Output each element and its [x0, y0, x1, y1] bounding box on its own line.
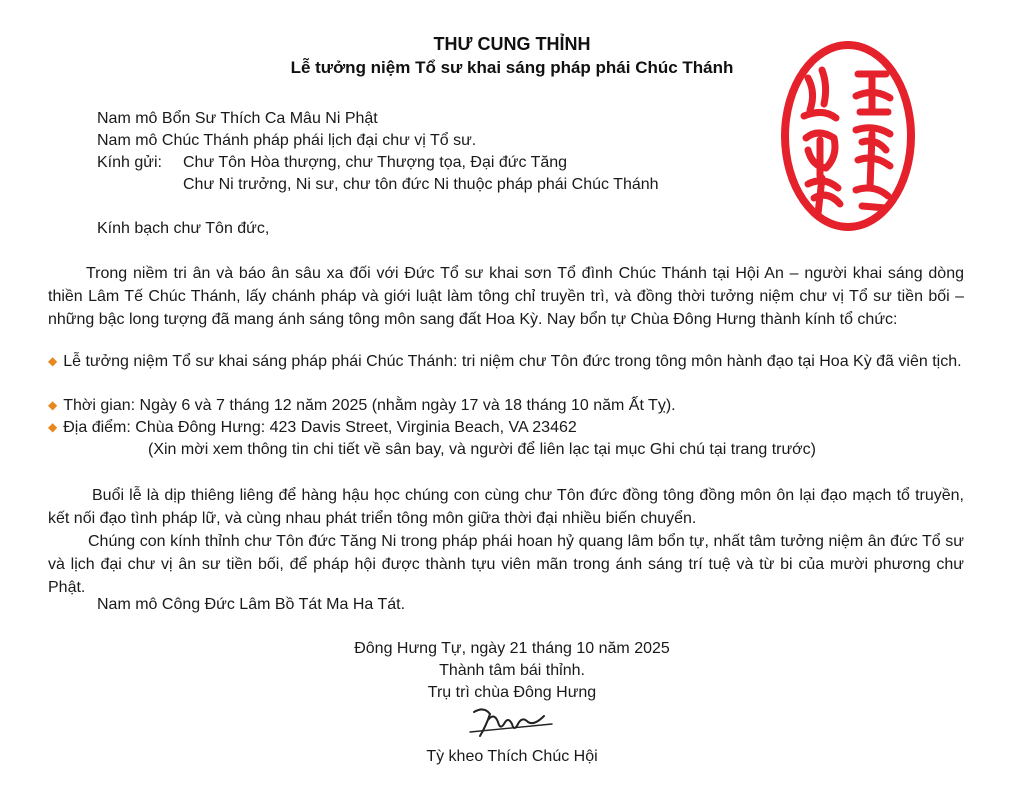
signer-role: Trụ trì chùa Đông Hưng [427, 684, 597, 701]
seal-stamp-icon [778, 38, 918, 234]
greeting: Kính bạch chư Tôn đức, [97, 220, 270, 237]
recipient-line-1: Chư Tôn Hòa thượng, chư Thượng tọa, Đại đức Tăng [183, 154, 568, 171]
bullet-text-time: Thời gian: Ngày 6 và 7 tháng 12 năm 2025 (nhằm ngày 17 và 18 tháng 10 năm Ất Tỵ). [63, 397, 676, 414]
invocation-line-1: Nam mô Bổn Sư Thích Ca Mâu Ni Phật [97, 110, 378, 127]
orange-diamond-icon: ◆ [48, 398, 58, 412]
handwritten-signature-icon [460, 702, 560, 742]
signer-name: Tỳ kheo Thích Chúc Hội [426, 748, 598, 765]
bullet-item-ceremony [48, 350, 964, 374]
bullet-text-ceremony: Lễ tưởng niệm Tổ sư khai sáng pháp phái Chúc Thánh: tri niệm chư Tôn đức trong tông môn hành đạo tại Hoa Kỳ đã viên tịch. [63, 353, 962, 370]
respect-line: Thành tâm bái thỉnh. [439, 662, 585, 679]
intro-paragraph: Trong niềm tri ân và báo ân sâu xa đối với Đức Tổ sư khai sơn Tổ đình Chúc Thánh tại Hội An – người khai sáng dòng thiền Lâm Tế Chúc Thánh, lấy chánh pháp và giới luật làm tông chỉ truyền trì, và đồng thời tưởng niệm chư vị Tổ sư tiền bối – những bậc long tượng đã mang ánh sáng tông môn sang đất Hoa Kỳ. Nay bổn tự Chùa Đông Hưng thành kính tổ chức: [48, 265, 964, 328]
body-paragraph-1: Buổi lễ là dịp thiêng liêng để hàng hậu học chúng con cùng chư Tôn đức đồng tông đồng môn ôn lại đạo mạch tổ truyền, kết nối đạo tình pháp lữ, và cùng nhau phát triển tông môn giữa thời đại nhiều biến chuyển. [48, 487, 964, 527]
place-date: Đông Hưng Tự, ngày 21 tháng 10 năm 2025 [354, 640, 670, 657]
closing-invocation: Nam mô Công Đức Lâm Bồ Tát Ma Ha Tát. [97, 596, 406, 613]
orange-diamond-icon: ◆ [48, 354, 58, 368]
bullet-text-location: Địa điểm: Chùa Đông Hưng: 423 Davis Street, Virginia Beach, VA 23462 [63, 419, 577, 436]
orange-diamond-icon: ◆ [48, 420, 58, 434]
invocation-line-2: Nam mô Chúc Thánh pháp phái lịch đại chư vị Tổ sư. [97, 132, 477, 149]
letter-subtitle: Lễ tưởng niệm Tổ sư khai sáng pháp phái Chúc Thánh [290, 58, 734, 77]
bullet-item-time [48, 395, 676, 417]
body-paragraph-2: Chúng con kính thỉnh chư Tôn đức Tăng Ni trong pháp phái hoan hỷ quang lâm bổn tự, nhất tâm tưởng niệm ân đức Tổ sư và lịch đại chư vị ân sư tiền bối, để pháp hội được thành tựu viên mãn trong ánh sáng trí tuệ và từ bi của mười phương chư Phật. [48, 533, 964, 596]
recipient-line-2: Chư Ni trưởng, Ni sư, chư tôn đức Ni thuộc pháp phái Chúc Thánh [183, 176, 659, 193]
bullet-item-location [48, 417, 577, 439]
letter-title: THƯ CUNG THỈNH [433, 34, 591, 54]
recipient-label: Kính gửi: [97, 154, 162, 171]
location-note: (Xin mời xem thông tin chi tiết về sân bay, và người để liên lạc tại mục Ghi chú tại trang trước) [148, 441, 816, 458]
